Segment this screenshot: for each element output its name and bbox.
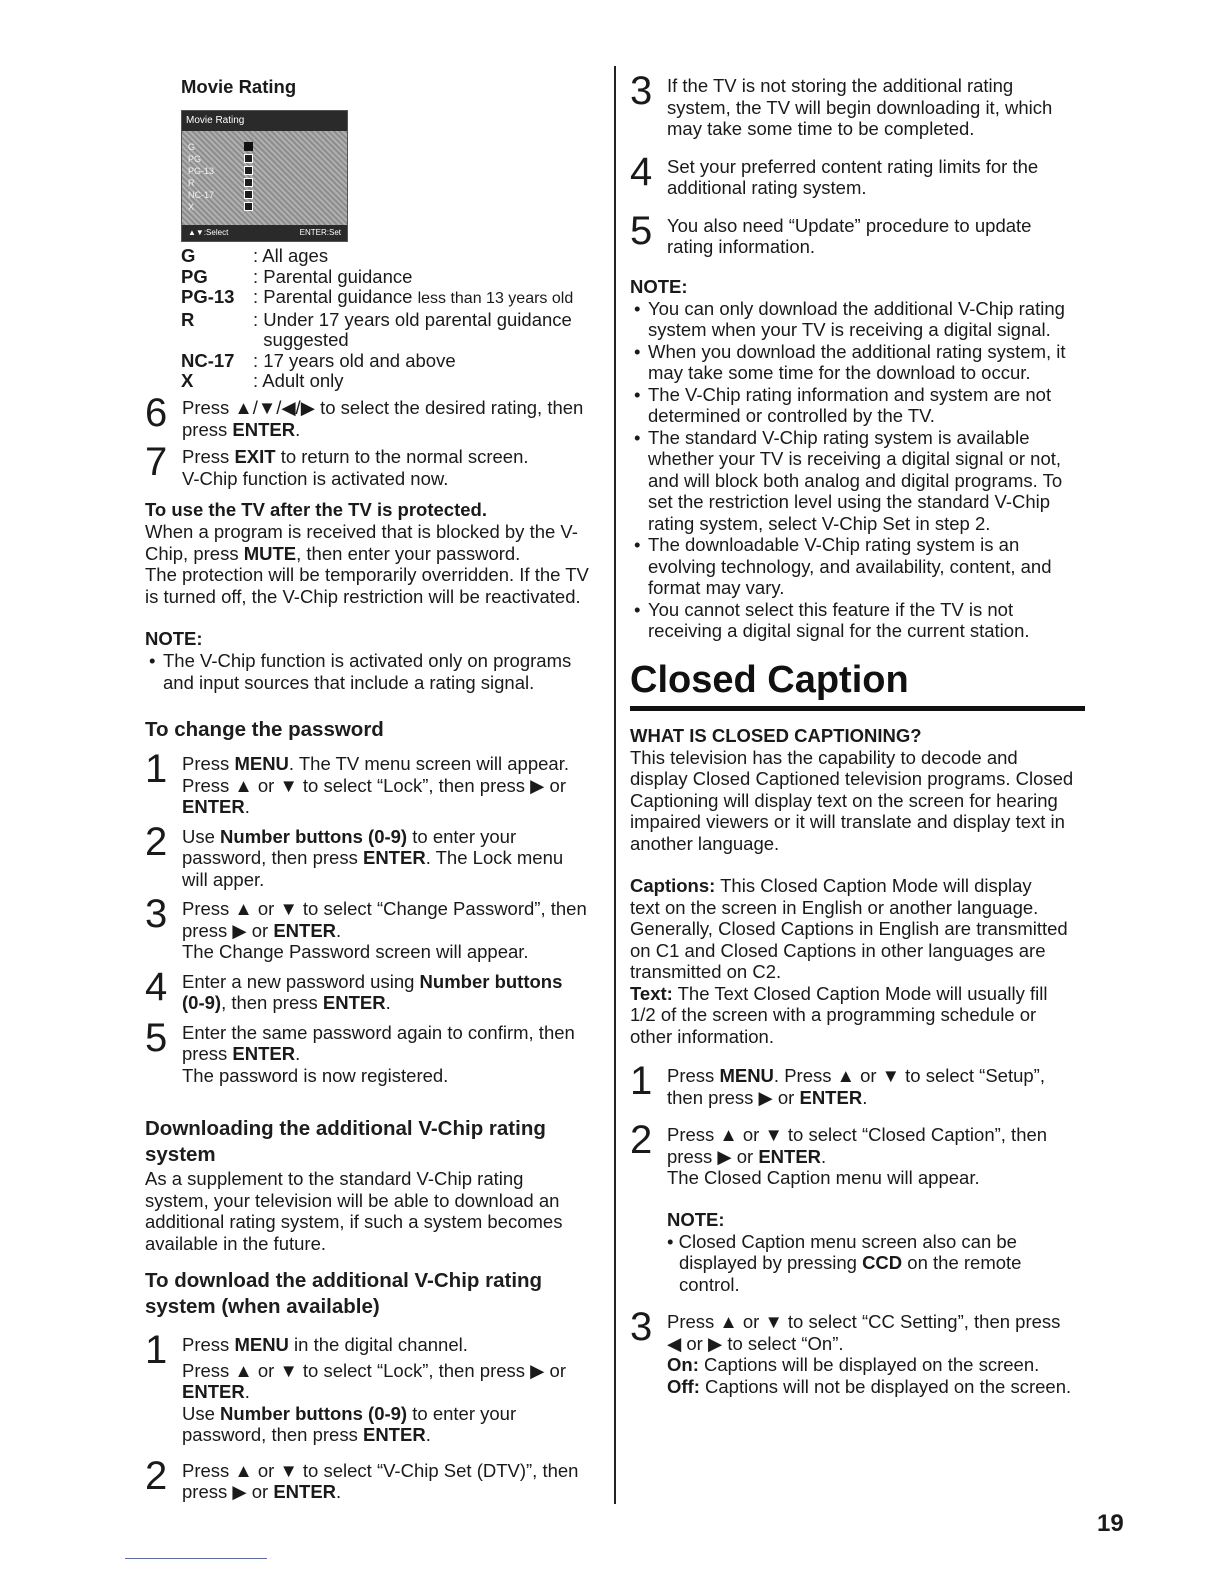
screen-row: X: [188, 201, 258, 213]
screen-titlebar: [182, 111, 347, 131]
screen-footer: ▲▼:Select ENTER:Set: [182, 225, 347, 241]
rating-row: R : Under 17 years old parental guidance suggested: [181, 308, 572, 350]
downloading-heading: Downloading the additional V-Chip rating system: [145, 1117, 546, 1166]
to-download-heading: To download the additional V-Chip rating system (when available): [145, 1269, 543, 1318]
change-step-4: 4 Enter a new password using Number buttons (0-9), then press ENTER.: [145, 964, 563, 1013]
screen-row: R: [188, 177, 258, 189]
screen-row: PG-13: [188, 165, 258, 177]
lock-icon: [244, 142, 253, 151]
rating-row: X : Adult only: [181, 370, 344, 391]
lock-icon: [244, 202, 253, 211]
change-step-5: 5 Enter the same password again to confirm, then press ENTER. The password is now registered.: [145, 1015, 575, 1086]
cc-step-2: 2 Press ▲ or ▼ to select “Closed Caption”, then press ▶ or ENTER. The Closed Caption menu will appear. NOTE: • Closed Caption menu screen also can be displayed by pressing CCD on the remote control.: [630, 1124, 1090, 1295]
page-number: 19: [1097, 1510, 1124, 1537]
lock-icon: [244, 154, 253, 163]
column-divider: [614, 66, 616, 1504]
rating-row: PG-13 : Parental guidance less than 13 years old: [181, 286, 574, 307]
note-list: • The V-Chip function is activated only on programs and input sources that include a rating signal.: [145, 650, 605, 693]
screen-row: PG: [188, 153, 258, 165]
download-step-1: 1 Press MENU in the digital channel. Press ▲ or ▼ to select “Lock”, then press ▶ or ENTER. Use Number buttons (0-9) to enter your password, then press ENTER.: [145, 1328, 566, 1445]
download-step-4: 4 Set your preferred content rating limits for the additional rating system.: [630, 149, 1039, 198]
movie-rating-screen: [181, 110, 348, 242]
download-step-5: 5 You also need “Update” procedure to update rating information.: [630, 208, 1032, 257]
rating-row: G : All ages: [181, 245, 329, 266]
screen-title: Movie Rating: [186, 115, 245, 126]
right-column: 3 If the TV is not storing the additional rating system, the TV will begin downloading it, which may take some time to be completed. 4 Set your preferred content rating limits for the additional rating system. 5 You also need “Update” procedure to update rating information. NOTE: • You can only download the additional V-Chip rating system when your TV is receiving a digital signal. • When you download the additional rating system, it may take some time for the download to occur. • The V-Chip rating information and system are not determined or controlled by the TV. • The standard V-Chip rating system is available whether your TV is receiving a digital signal or not, and will block both analog and digital programs. To set the restriction level using the standard V-Chip rating system, select V-Chip Set in step 2. • The downloadable V-Chip rating system is an evolving technology, and availability, content, and format may vary. • You cannot select this feature if the TV is not receiving a digital signal for the current station. Closed Caption WHAT IS CLOSED CAPTIONING? This television has the capability to decode and display Closed Captioned television programs. Closed Captioning will display text on the screen for hearing impaired viewers or it will translate and display text in another language. Captions: This Closed Caption Mode will display text on the screen in English or another language. Generally, Closed Captions in English are transmitted on C1 and Closed Captions in other languages are transmitted on C2. Text: The Text Closed Caption Mode will usually fill 1/2 of the screen with a programming schedule or other information. 1 Press MENU. Press ▲ or ▼ to select “Setup”, then press ▶ or ENTER. 2 Press ▲ or ▼ to select “Closed Caption”, then press ▶ or ENTER. The Closed Caption menu will appear. NOTE: • Closed Caption menu screen also can be displayed by pressing CCD on the remote control. 3 Press ▲ or ▼ to select “CC Setting”, then press ◀ or ▶ to select “On”. On: Captions will be displayed on the screen. Off: Captions will not be displayed on the screen.: [630, 70, 1090, 1397]
cc-step-1: 1 Press MENU. Press ▲ or ▼ to select “Setup”, then press ▶ or ENTER.: [630, 1059, 1045, 1108]
note-list: • You can only download the additional V-Chip rating system when your TV is receiving a digital signal. • When you download the additional rating system, it may take some time for the download to occur. • The V-Chip rating information and system are not determined or controlled by the TV. • The standard V-Chip rating system is available whether your TV is receiving a digital signal or not, and will block both analog and digital programs. To set the restriction level using the standard V-Chip rating system, select V-Chip Set in step 2. • The downloadable V-Chip rating system is an evolving technology, and availability, content, and format may vary. • You cannot select this feature if the TV is not receiving a digital signal for the current station.: [630, 298, 1090, 642]
rating-definitions: [181, 246, 593, 392]
title-rule: [630, 706, 1085, 711]
step-6: 6 Press ▲/▼/◀/▶ to select the desired rating, then press ENTER.: [145, 391, 584, 440]
rating-row: PG : Parental guidance: [181, 265, 413, 287]
step-7: 7 Press EXIT to return to the normal screen. V-Chip function is activated now.: [145, 440, 529, 489]
screen-row: G: [188, 141, 258, 153]
closed-caption-title: Closed Caption: [630, 658, 909, 701]
change-step-2: 2 Use Number buttons (0-9) to enter your password, then press ENTER. The Lock menu will apper.: [145, 819, 564, 890]
lock-icon: [244, 166, 253, 175]
rating-row: NC-17 : 17 years old and above: [181, 349, 456, 371]
lock-icon: [244, 178, 253, 187]
protected-heading: To use the TV after the TV is protected.: [145, 499, 487, 520]
change-step-1: 1 Press MENU. The TV menu screen will appear. Press ▲ or ▼ to select “Lock”, then press ▶ or ENTER.: [145, 747, 569, 817]
screen-row: NC-17: [188, 189, 258, 201]
change-password-heading: To change the password: [145, 718, 384, 741]
download-step-3: 3 If the TV is not storing the additional rating system, the TV will begin downloading it, which may take some time to be completed.: [630, 69, 1053, 139]
download-step-2: 2 Press ▲ or ▼ to select “V-Chip Set (DTV)”, then press ▶ or ENTER.: [145, 1453, 579, 1502]
cc-step-3: 3 Press ▲ or ▼ to select “CC Setting”, then press ◀ or ▶ to select “On”. On: Captions will be displayed on the screen. Off: Captions will not be displayed on the screen.: [630, 1305, 1072, 1397]
movie-rating-heading: Movie Rating: [181, 76, 297, 97]
lock-icon: [244, 190, 253, 199]
what-is-cc-heading: WHAT IS CLOSED CAPTIONING?: [630, 724, 922, 746]
change-step-3: 3 Press ▲ or ▼ to select “Change Password”, then press ▶ or ENTER. The Change Password screen will appear.: [145, 892, 587, 962]
note-label: NOTE:: [667, 1208, 725, 1230]
note-label: NOTE:: [630, 275, 688, 297]
bottom-link-line: [125, 1558, 267, 1559]
note-label: NOTE:: [145, 628, 203, 649]
